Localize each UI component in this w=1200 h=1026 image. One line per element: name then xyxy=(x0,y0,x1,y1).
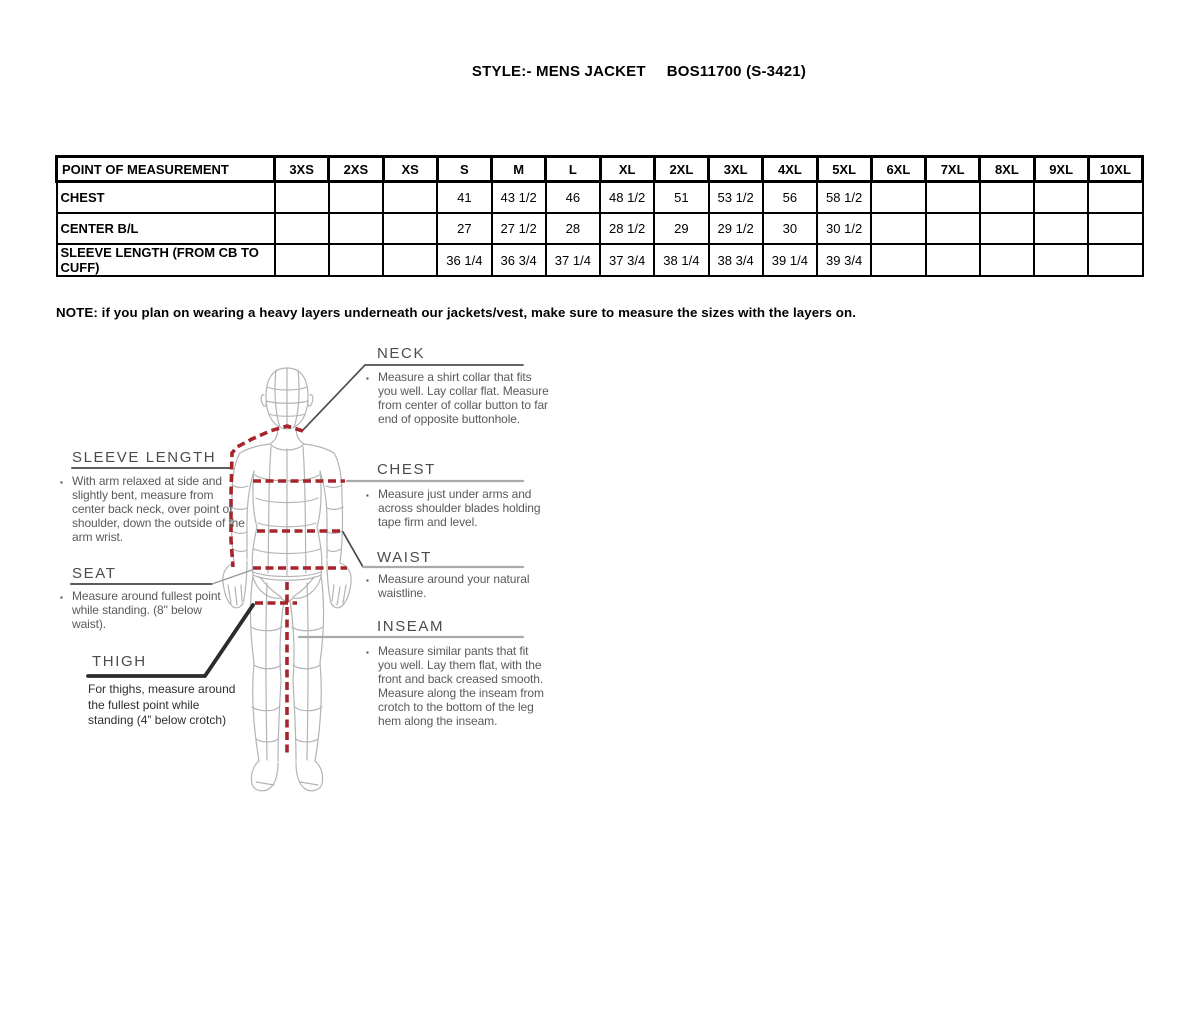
value-cell: 36 1/4 xyxy=(437,244,491,276)
size-column-header: 5XL xyxy=(817,157,871,182)
value-cell: 51 xyxy=(654,182,708,214)
chest-description-text: Measure just under arms and across shoulder blades holding tape firm and level. xyxy=(378,487,541,529)
size-column-header: 10XL xyxy=(1088,157,1142,182)
value-cell xyxy=(1034,244,1088,276)
bullet-icon: ▪ xyxy=(60,593,63,602)
value-cell: 53 1/2 xyxy=(709,182,763,214)
corner-header-cell: POINT OF MEASUREMENT xyxy=(57,157,275,182)
value-cell xyxy=(383,244,437,276)
value-cell xyxy=(275,213,329,244)
value-cell: 29 1/2 xyxy=(709,213,763,244)
size-column-header: 2XS xyxy=(329,157,383,182)
value-cell: 46 xyxy=(546,182,600,214)
size-column-header: XL xyxy=(600,157,654,182)
value-cell xyxy=(871,213,925,244)
value-cell: 37 1/4 xyxy=(546,244,600,276)
inseam-description-text: Measure similar pants that fit you well. Lay them flat, with the front and back creased smooth. Measure along the inseam from crotch to the bottom of the leg hem along the inseam. xyxy=(378,644,544,728)
bullet-icon: ▪ xyxy=(366,648,369,657)
value-cell xyxy=(1088,182,1142,214)
value-cell: 36 3/4 xyxy=(492,244,546,276)
value-cell xyxy=(980,182,1034,214)
measurement-row-chest xyxy=(57,182,1143,214)
value-cell xyxy=(926,244,980,276)
size-column-header: 6XL xyxy=(871,157,925,182)
size-column-header: 9XL xyxy=(1034,157,1088,182)
value-cell: 48 1/2 xyxy=(600,182,654,214)
value-cell: 29 xyxy=(654,213,708,244)
bullet-icon: ▪ xyxy=(366,374,369,383)
neck-description xyxy=(366,370,549,426)
chest-heading: CHEST xyxy=(377,461,436,478)
value-cell: 38 3/4 xyxy=(709,244,763,276)
bullet-icon: ▪ xyxy=(60,478,63,487)
size-column-header: 4XL xyxy=(763,157,817,182)
value-cell: 41 xyxy=(437,182,491,214)
sleeve-length-heading: SLEEVE LENGTH xyxy=(72,449,217,466)
value-cell xyxy=(926,182,980,214)
value-cell: 37 3/4 xyxy=(600,244,654,276)
value-cell xyxy=(871,182,925,214)
thigh-heading: THIGH xyxy=(92,653,147,670)
value-cell xyxy=(329,182,383,214)
bullet-icon: ▪ xyxy=(366,491,369,500)
size-column-header: 7XL xyxy=(926,157,980,182)
value-cell xyxy=(1034,213,1088,244)
value-cell xyxy=(871,244,925,276)
value-cell xyxy=(275,244,329,276)
size-column-header: S xyxy=(437,157,491,182)
waist-description-text: Measure around your natural waistline. xyxy=(378,572,530,600)
document-title xyxy=(0,63,1200,80)
value-cell: 27 1/2 xyxy=(492,213,546,244)
neck-description-text: Measure a shirt collar that fits you well. Lay collar flat. Measure from center of collar button to far end of opposite buttonhole. xyxy=(378,370,549,426)
neck-heading: NECK xyxy=(377,345,426,362)
size-column-header: XS xyxy=(383,157,437,182)
value-cell xyxy=(383,213,437,244)
value-cell: 39 1/4 xyxy=(763,244,817,276)
measurement-lines xyxy=(231,426,347,757)
row-label-cell: CENTER B/L xyxy=(57,213,275,244)
value-cell: 30 1/2 xyxy=(817,213,871,244)
value-cell xyxy=(980,244,1034,276)
seat-heading: SEAT xyxy=(72,565,117,582)
sleeve-length-description-text: With arm relaxed at side and slightly bent, measure from center back neck, over point of shoulder, down the outside of the arm wrist. xyxy=(72,474,245,544)
value-cell: 28 1/2 xyxy=(600,213,654,244)
size-column-header: 3XS xyxy=(275,157,329,182)
waist-heading: WAIST xyxy=(377,549,432,566)
seat-description-text: Measure around fullest point while standing. (8" below waist). xyxy=(72,589,221,631)
style-label: STYLE:- MENS JACKET xyxy=(471,63,646,80)
value-cell: 38 1/4 xyxy=(654,244,708,276)
value-cell xyxy=(329,213,383,244)
row-label-cell: CHEST xyxy=(57,182,275,214)
thigh-description: For thighs, measure around the fullest point while standing (4” below crotch) xyxy=(88,682,236,727)
sleeve-length-description xyxy=(60,474,245,544)
value-cell xyxy=(329,244,383,276)
value-cell: 56 xyxy=(763,182,817,214)
inseam-heading: INSEAM xyxy=(377,618,445,635)
chest-description xyxy=(366,487,544,529)
inseam-description xyxy=(366,644,547,728)
style-code: BOS11700 (S-3421) xyxy=(666,63,807,80)
size-header-row xyxy=(57,157,1143,182)
size-column-header: 2XL xyxy=(654,157,708,182)
bullet-icon: ▪ xyxy=(366,576,369,585)
value-cell: 30 xyxy=(763,213,817,244)
value-cell xyxy=(383,182,437,214)
value-cell xyxy=(926,213,980,244)
value-cell xyxy=(275,182,329,214)
waist-leader-line xyxy=(343,532,363,567)
size-column-header: 8XL xyxy=(980,157,1034,182)
value-cell xyxy=(1088,244,1142,276)
value-cell xyxy=(1034,182,1088,214)
row-label-cell: SLEEVE LENGTH (FROM CB TO CUFF) xyxy=(57,244,275,276)
measurement-row-sleeve-length xyxy=(57,244,1143,276)
value-cell xyxy=(1088,213,1142,244)
size-column-header: 3XL xyxy=(709,157,763,182)
size-chart-table xyxy=(55,155,1144,277)
size-column-header: L xyxy=(546,157,600,182)
value-cell: 28 xyxy=(546,213,600,244)
size-column-header: M xyxy=(492,157,546,182)
value-cell: 39 3/4 xyxy=(817,244,871,276)
value-cell xyxy=(980,213,1034,244)
value-cell: 58 1/2 xyxy=(817,182,871,214)
waist-description xyxy=(366,572,544,600)
note-text: NOTE: if you plan on wearing a heavy layers underneath our jackets/vest, make sure to measure the sizes with the layers on. xyxy=(56,305,857,320)
seat-description xyxy=(60,589,238,631)
value-cell: 43 1/2 xyxy=(492,182,546,214)
value-cell: 27 xyxy=(437,213,491,244)
measurement-row-center-bl xyxy=(57,213,1143,244)
